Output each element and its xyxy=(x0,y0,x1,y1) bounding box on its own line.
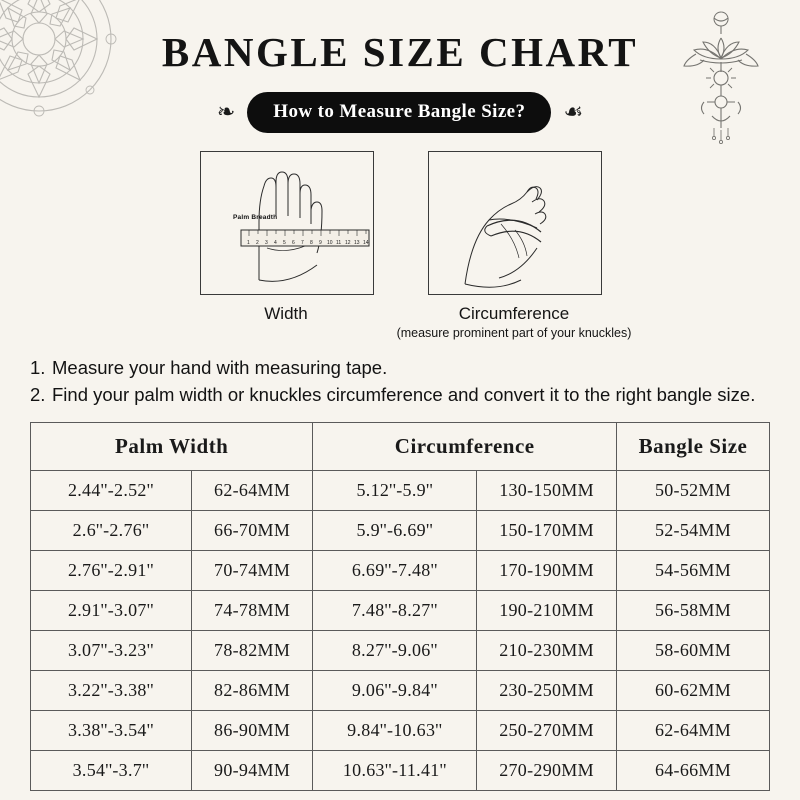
header-circumference: Circumference xyxy=(313,422,617,470)
step-1-number: 1. xyxy=(30,357,46,378)
banner-row xyxy=(0,92,800,133)
svg-text:5: 5 xyxy=(283,240,286,246)
cell-circumference-inch: 9.06''-9.84'' xyxy=(313,670,477,710)
svg-text:4: 4 xyxy=(274,240,277,246)
svg-text:1: 1 xyxy=(247,240,250,246)
cell-bangle-size: 64-66MM xyxy=(617,750,770,790)
table-row xyxy=(31,630,770,670)
cell-circumference-mm: 230-250MM xyxy=(477,670,617,710)
svg-text:13: 13 xyxy=(354,240,360,246)
figure-circumference-box xyxy=(428,151,602,295)
svg-text:9: 9 xyxy=(319,240,322,246)
cell-circumference-inch: 10.63''-11.41'' xyxy=(313,750,477,790)
size-chart-table xyxy=(30,422,770,791)
cell-bangle-size: 60-62MM xyxy=(617,670,770,710)
cell-circumference-inch: 5.9''-6.69'' xyxy=(313,510,477,550)
swirl-right-icon: ☙ xyxy=(563,99,584,125)
cell-palm-width-mm: 70-74MM xyxy=(191,550,313,590)
cell-palm-width-mm: 66-70MM xyxy=(191,510,313,550)
swirl-left-icon: ❧ xyxy=(216,99,236,125)
table-row xyxy=(31,670,770,710)
cell-bangle-size: 56-58MM xyxy=(617,590,770,630)
cell-palm-width-inch: 3.22''-3.38'' xyxy=(31,670,192,710)
svg-text:12: 12 xyxy=(345,240,351,246)
svg-text:3: 3 xyxy=(265,240,268,246)
cell-palm-width-mm: 86-90MM xyxy=(191,710,313,750)
cell-palm-width-mm: 78-82MM xyxy=(191,630,313,670)
cell-circumference-mm: 270-290MM xyxy=(477,750,617,790)
instruction-steps xyxy=(30,356,770,408)
table-row xyxy=(31,550,770,590)
header-bangle-size: Bangle Size xyxy=(617,422,770,470)
cell-palm-width-inch: 2.44''-2.52'' xyxy=(31,470,192,510)
hand-palm-with-ruler-icon xyxy=(201,152,373,294)
step-1-text: Measure your hand with measuring tape. xyxy=(52,357,388,378)
how-to-measure-banner: How to Measure Bangle Size? xyxy=(247,92,551,133)
cell-palm-width-inch: 3.07''-3.23'' xyxy=(31,630,192,670)
header-palm-width: Palm Width xyxy=(31,422,313,470)
step-2-number: 2. xyxy=(30,383,46,405)
cell-bangle-size: 58-60MM xyxy=(617,630,770,670)
cell-bangle-size: 52-54MM xyxy=(617,510,770,550)
cell-circumference-mm: 250-270MM xyxy=(477,710,617,750)
page-title: BANGLE SIZE CHART xyxy=(161,29,639,75)
cell-bangle-size: 50-52MM xyxy=(617,470,770,510)
figure-circumference xyxy=(396,151,632,340)
table-row xyxy=(31,470,770,510)
cell-palm-width-mm: 62-64MM xyxy=(191,470,313,510)
step-2-text: Find your palm width or knuckles circumference and convert it to the right bangle size. xyxy=(52,383,756,405)
table-header-row xyxy=(31,422,770,470)
cell-circumference-inch: 7.48''-8.27'' xyxy=(313,590,477,630)
svg-text:10: 10 xyxy=(327,240,333,246)
cell-circumference-mm: 150-170MM xyxy=(477,510,617,550)
step-2 xyxy=(30,383,770,408)
cell-circumference-inch: 5.12''-5.9'' xyxy=(313,470,477,510)
step-1 xyxy=(30,356,770,381)
cell-palm-width-inch: 2.6''-2.76'' xyxy=(31,510,192,550)
svg-text:7: 7 xyxy=(301,240,304,246)
cell-bangle-size: 62-64MM xyxy=(617,710,770,750)
table-row xyxy=(31,510,770,550)
cell-palm-width-mm: 82-86MM xyxy=(191,670,313,710)
cell-circumference-mm: 170-190MM xyxy=(477,550,617,590)
cell-palm-width-mm: 74-78MM xyxy=(191,590,313,630)
palm-breadth-label: Palm Breadth xyxy=(233,214,278,221)
svg-text:6: 6 xyxy=(292,240,295,246)
table-row xyxy=(31,590,770,630)
cell-palm-width-inch: 3.38''-3.54'' xyxy=(31,710,192,750)
cell-circumference-mm: 130-150MM xyxy=(477,470,617,510)
figures xyxy=(0,151,800,340)
svg-text:11: 11 xyxy=(336,240,342,246)
cell-bangle-size: 54-56MM xyxy=(617,550,770,590)
cell-circumference-inch: 8.27''-9.06'' xyxy=(313,630,477,670)
cell-circumference-mm: 210-230MM xyxy=(477,630,617,670)
svg-text:2: 2 xyxy=(256,240,259,246)
cell-palm-width-mm: 90-94MM xyxy=(191,750,313,790)
cell-circumference-mm: 190-210MM xyxy=(477,590,617,630)
cell-palm-width-inch: 3.54''-3.7'' xyxy=(31,750,192,790)
figure-circumference-subcaption: (measure prominent part of your knuckles) xyxy=(396,326,632,340)
figure-circumference-caption: Circumference xyxy=(458,304,570,323)
figure-width-caption: Width xyxy=(264,304,308,323)
cell-palm-width-inch: 2.76''-2.91'' xyxy=(31,550,192,590)
svg-text:14: 14 xyxy=(363,240,369,246)
cell-palm-width-inch: 2.91''-3.07'' xyxy=(31,590,192,630)
table-row xyxy=(31,750,770,790)
hand-with-tape-measure-icon xyxy=(429,152,601,294)
table-row xyxy=(31,710,770,750)
cell-circumference-inch: 9.84''-10.63'' xyxy=(313,710,477,750)
figure-width xyxy=(200,151,372,340)
svg-text:8: 8 xyxy=(310,240,313,246)
figure-width-box xyxy=(200,151,374,295)
cell-circumference-inch: 6.69''-7.48'' xyxy=(313,550,477,590)
